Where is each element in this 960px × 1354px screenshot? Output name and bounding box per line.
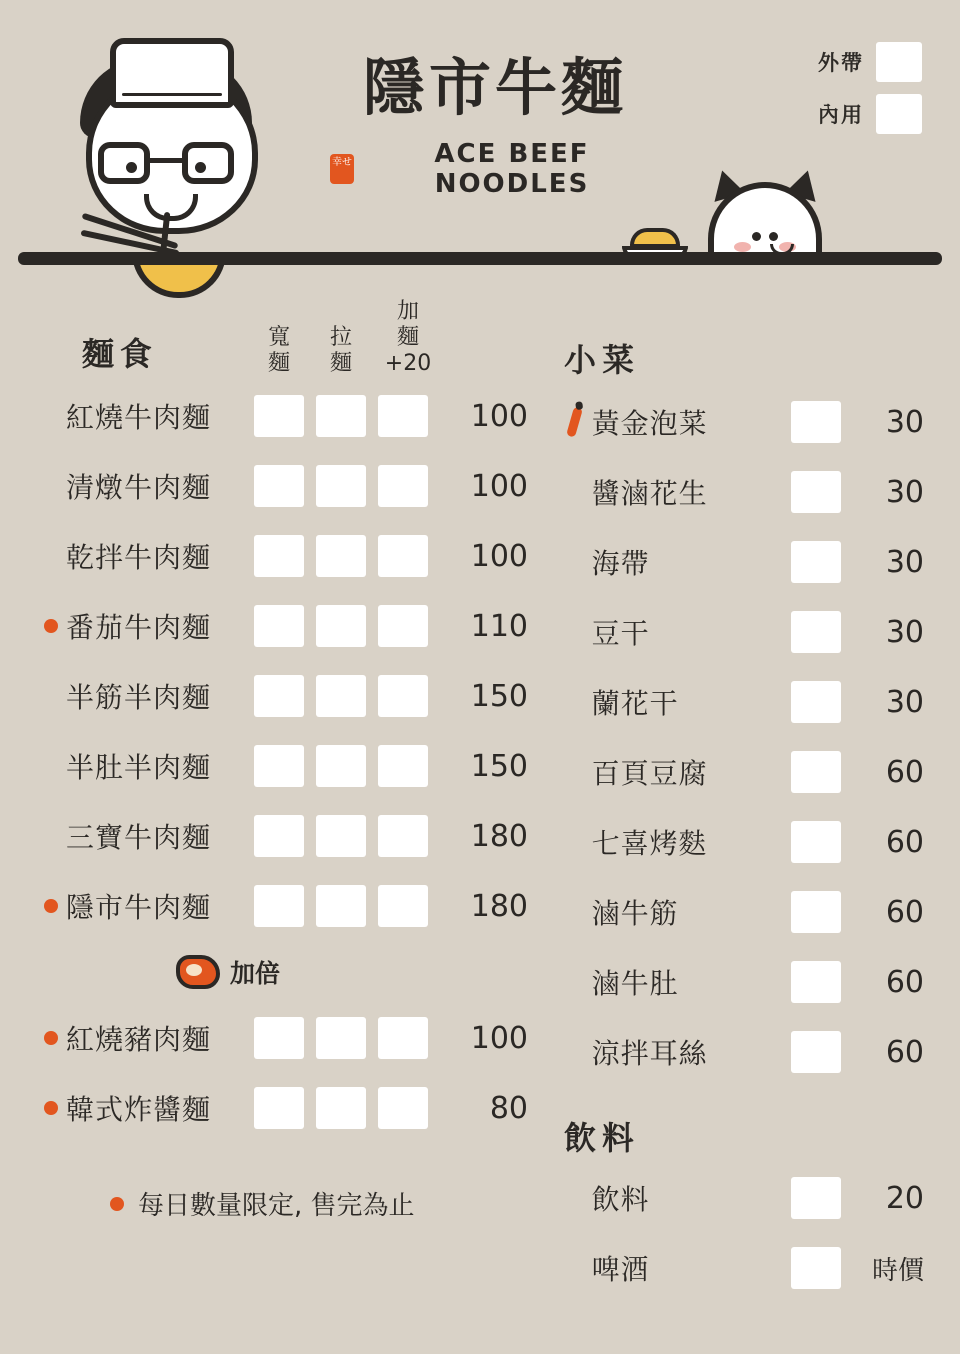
side-item-price: 60 xyxy=(885,1034,924,1070)
side-item-price: 60 xyxy=(885,754,924,790)
noodle-item-price: 180 xyxy=(470,888,528,924)
side-item-price: 30 xyxy=(885,544,924,580)
side-item-price: 60 xyxy=(885,824,924,860)
checkbox-wide-noodle[interactable] xyxy=(254,1017,304,1059)
limited-marker-cell xyxy=(36,759,66,773)
drink-item-price: 時價 xyxy=(871,1255,924,1286)
chili-icon xyxy=(566,406,583,437)
list-item xyxy=(558,1163,924,1233)
checkbox-side[interactable] xyxy=(791,821,840,863)
order-type-takeout[interactable] xyxy=(752,42,922,82)
addon-label: 加倍 xyxy=(230,959,281,988)
brand-name-chinese: 隱市牛麵 xyxy=(362,51,627,124)
spicy-marker-cell xyxy=(558,757,592,787)
list-item xyxy=(558,387,924,457)
side-item-name: 百頁豆腐 xyxy=(591,757,708,790)
limited-dot xyxy=(44,899,58,913)
checkbox-ramen[interactable] xyxy=(316,1087,366,1129)
beef-icon xyxy=(176,955,220,989)
checkbox-wide-noodle[interactable] xyxy=(254,745,304,787)
list-item xyxy=(558,947,924,1017)
checkbox-wide-noodle[interactable] xyxy=(254,1087,304,1129)
cat-blush-left xyxy=(734,242,751,252)
spicy-marker-cell xyxy=(558,547,592,577)
drink-item-name: 啤酒 xyxy=(591,1253,650,1286)
limited-marker-cell xyxy=(36,479,66,493)
side-item-name: 豆干 xyxy=(591,617,650,650)
noodle-item-price: 180 xyxy=(470,818,528,854)
spicy-marker-cell xyxy=(558,1253,592,1283)
spicy-marker-cell xyxy=(558,477,592,507)
checkbox-side[interactable] xyxy=(791,1031,840,1073)
checkbox-ramen[interactable] xyxy=(316,395,366,437)
col-extra-line1: 加 xyxy=(396,299,419,324)
checkbox-extra-noodle[interactable] xyxy=(378,745,428,787)
spicy-marker-cell xyxy=(558,617,592,647)
spicy-marker-cell xyxy=(558,1037,592,1067)
checkbox-ramen[interactable] xyxy=(316,605,366,647)
limited-marker-cell xyxy=(36,409,66,423)
side-item-name: 蘭花干 xyxy=(591,687,679,720)
checkbox-extra-noodle[interactable] xyxy=(378,465,428,507)
side-item-price: 30 xyxy=(885,614,924,650)
drinks-section-title: 飲料 xyxy=(564,1119,641,1157)
limited-marker-cell xyxy=(36,899,66,913)
checkbox-ramen[interactable] xyxy=(316,815,366,857)
drink-item-price: 20 xyxy=(885,1180,924,1216)
glasses-bridge xyxy=(150,158,182,163)
spicy-marker-cell xyxy=(558,897,592,927)
cat-illustration xyxy=(700,172,830,264)
table-row xyxy=(36,521,538,591)
limited-marker-cell xyxy=(36,1031,66,1045)
list-item xyxy=(558,1017,924,1087)
noodle-item-price: 110 xyxy=(470,608,528,644)
noodle-item-name: 半肚半肉麵 xyxy=(66,751,212,784)
limited-dot xyxy=(44,619,58,633)
noodle-item-name: 乾拌牛肉麵 xyxy=(66,541,212,574)
table-row xyxy=(36,1003,538,1073)
noodles-header-row xyxy=(36,297,538,381)
sides-header-row xyxy=(558,297,924,387)
limited-dot xyxy=(44,1031,58,1045)
column-header-extra-noodle xyxy=(372,299,444,381)
noodles-section xyxy=(36,297,538,1303)
drink-item-name: 飲料 xyxy=(591,1183,650,1216)
noodles-section-title: 麵食 xyxy=(82,335,159,373)
col-extra-line2: 麵 xyxy=(396,325,419,350)
checkbox-extra-noodle[interactable] xyxy=(378,605,428,647)
checkbox-extra-noodle[interactable] xyxy=(378,1017,428,1059)
table-row xyxy=(36,381,538,451)
sides-section xyxy=(538,297,924,1303)
menu-header xyxy=(0,0,960,285)
list-item xyxy=(558,877,924,947)
limited-marker-cell xyxy=(36,549,66,563)
spicy-marker-cell xyxy=(558,967,592,997)
noodle-item-name: 清燉牛肉麵 xyxy=(66,471,212,504)
glasses-lens-left xyxy=(98,142,150,184)
menu-body xyxy=(0,285,960,1303)
noodle-item-name: 三寶牛肉麵 xyxy=(66,821,212,854)
order-type-group xyxy=(752,42,922,146)
spicy-marker-cell xyxy=(558,687,592,717)
checkbox-side[interactable] xyxy=(791,891,840,933)
side-item-price: 60 xyxy=(885,964,924,1000)
checkbox-drink[interactable] xyxy=(791,1177,840,1219)
checkbox-wide-noodle[interactable] xyxy=(254,885,304,927)
table-row xyxy=(36,451,538,521)
checkbox-wide-noodle[interactable] xyxy=(254,465,304,507)
checkbox-wide-noodle[interactable] xyxy=(254,815,304,857)
checkbox-ramen[interactable] xyxy=(316,465,366,507)
noodle-item-price: 150 xyxy=(470,748,528,784)
spicy-marker-cell xyxy=(558,827,592,857)
order-type-dinein[interactable] xyxy=(752,94,922,134)
checkbox-extra-noodle[interactable] xyxy=(378,815,428,857)
side-item-name: 醬滷花生 xyxy=(591,477,708,510)
checkbox-drink[interactable] xyxy=(791,1247,840,1289)
checkbox-ramen[interactable] xyxy=(316,535,366,577)
takeout-checkbox[interactable] xyxy=(876,42,922,82)
limited-dot xyxy=(110,1197,124,1211)
checkbox-ramen[interactable] xyxy=(316,1017,366,1059)
sides-section-title: 小菜 xyxy=(564,341,641,379)
checkbox-side[interactable] xyxy=(791,541,840,583)
checkbox-side[interactable] xyxy=(791,471,840,513)
checkbox-wide-noodle[interactable] xyxy=(254,395,304,437)
table-row xyxy=(36,1073,538,1143)
table-row xyxy=(36,591,538,661)
brand-subtitle xyxy=(330,139,660,199)
side-item-name: 黃金泡菜 xyxy=(591,407,708,440)
checkbox-side[interactable] xyxy=(791,611,840,653)
brand-block xyxy=(330,52,660,199)
limited-marker-cell xyxy=(36,689,66,703)
table-row xyxy=(36,661,538,731)
side-item-price: 30 xyxy=(885,684,924,720)
checkbox-side[interactable] xyxy=(791,401,840,443)
cat-eye-right xyxy=(769,232,778,241)
noodle-item-price: 100 xyxy=(470,398,528,434)
addon-double-meat[interactable] xyxy=(36,941,538,1003)
drinks-header-row xyxy=(558,1087,924,1163)
chef-eye-left xyxy=(126,162,137,173)
chef-eye-right xyxy=(195,162,206,173)
checkbox-ramen[interactable] xyxy=(316,885,366,927)
col-extra-line3: +20 xyxy=(384,351,432,376)
list-item xyxy=(558,667,924,737)
checkbox-side[interactable] xyxy=(791,681,840,723)
list-item xyxy=(558,597,924,667)
checkbox-side[interactable] xyxy=(791,751,840,793)
note-text: 每日數量限定, 售完為止 xyxy=(138,1191,415,1221)
side-item-name: 涼拌耳絲 xyxy=(591,1037,708,1070)
chef-illustration xyxy=(58,30,273,270)
checkbox-wide-noodle[interactable] xyxy=(254,535,304,577)
col-ramen-line1: 拉 xyxy=(329,325,352,350)
noodle-item-name: 紅燒牛肉麵 xyxy=(66,401,212,434)
chef-hat xyxy=(110,38,234,108)
chef-glasses-icon xyxy=(98,142,234,184)
checkbox-extra-noodle[interactable] xyxy=(378,1087,428,1129)
checkbox-extra-noodle[interactable] xyxy=(378,395,428,437)
noodle-item-name: 番茄牛肉麵 xyxy=(66,611,212,644)
daily-limit-note xyxy=(36,1185,538,1222)
side-dish-food xyxy=(630,228,680,248)
dinein-checkbox[interactable] xyxy=(876,94,922,134)
side-item-name: 滷牛筋 xyxy=(591,897,679,930)
side-item-price: 30 xyxy=(885,404,924,440)
list-item xyxy=(558,527,924,597)
side-item-price: 60 xyxy=(885,894,924,930)
takeout-label: 外帶 xyxy=(818,52,864,75)
col-wide-line1: 寬 xyxy=(267,325,290,350)
side-item-price: 30 xyxy=(885,474,924,510)
column-header-wide-noodle xyxy=(248,325,310,381)
noodle-item-price: 100 xyxy=(470,1020,528,1056)
list-item xyxy=(558,1233,924,1303)
lucky-stamp-icon: 幸せ xyxy=(330,154,354,184)
cat-eye-left xyxy=(752,232,761,241)
checkbox-side[interactable] xyxy=(791,961,840,1003)
list-item xyxy=(558,807,924,877)
col-wide-line2: 麵 xyxy=(267,351,290,376)
col-ramen-line2: 麵 xyxy=(329,351,352,376)
side-item-name: 七喜烤麩 xyxy=(591,827,708,860)
table-row xyxy=(36,731,538,801)
list-item xyxy=(558,457,924,527)
noodle-item-price: 100 xyxy=(470,538,528,574)
side-item-name: 海帶 xyxy=(591,547,650,580)
checkbox-wide-noodle[interactable] xyxy=(254,605,304,647)
noodle-item-price: 100 xyxy=(470,468,528,504)
dinein-label: 內用 xyxy=(818,104,864,127)
column-header-ramen xyxy=(310,325,372,381)
noodle-item-price: 80 xyxy=(489,1090,528,1126)
checkbox-extra-noodle[interactable] xyxy=(378,675,428,717)
checkbox-ramen[interactable] xyxy=(316,675,366,717)
glasses-lens-right xyxy=(182,142,234,184)
noodle-item-price: 150 xyxy=(470,678,528,714)
brand-name-english: ACE BEEF NOODLES xyxy=(434,139,590,200)
limited-dot xyxy=(44,1101,58,1115)
limited-marker-cell xyxy=(36,619,66,633)
spicy-marker-cell xyxy=(558,407,592,437)
spicy-marker-cell xyxy=(558,1183,592,1213)
limited-marker-cell xyxy=(36,1101,66,1115)
table-row xyxy=(36,871,538,941)
side-item-name: 滷牛肚 xyxy=(591,967,679,1000)
table-row xyxy=(36,801,538,871)
noodle-item-name: 韓式炸醬麵 xyxy=(66,1093,212,1126)
counter-bar xyxy=(18,252,942,265)
noodle-item-name: 紅燒豬肉麵 xyxy=(66,1023,212,1056)
checkbox-extra-noodle[interactable] xyxy=(378,885,428,927)
noodle-item-name: 隱市牛肉麵 xyxy=(66,891,212,924)
noodle-item-name: 半筋半肉麵 xyxy=(66,681,212,714)
list-item xyxy=(558,737,924,807)
checkbox-ramen[interactable] xyxy=(316,745,366,787)
limited-marker-cell xyxy=(36,829,66,843)
checkbox-wide-noodle[interactable] xyxy=(254,675,304,717)
checkbox-extra-noodle[interactable] xyxy=(378,535,428,577)
